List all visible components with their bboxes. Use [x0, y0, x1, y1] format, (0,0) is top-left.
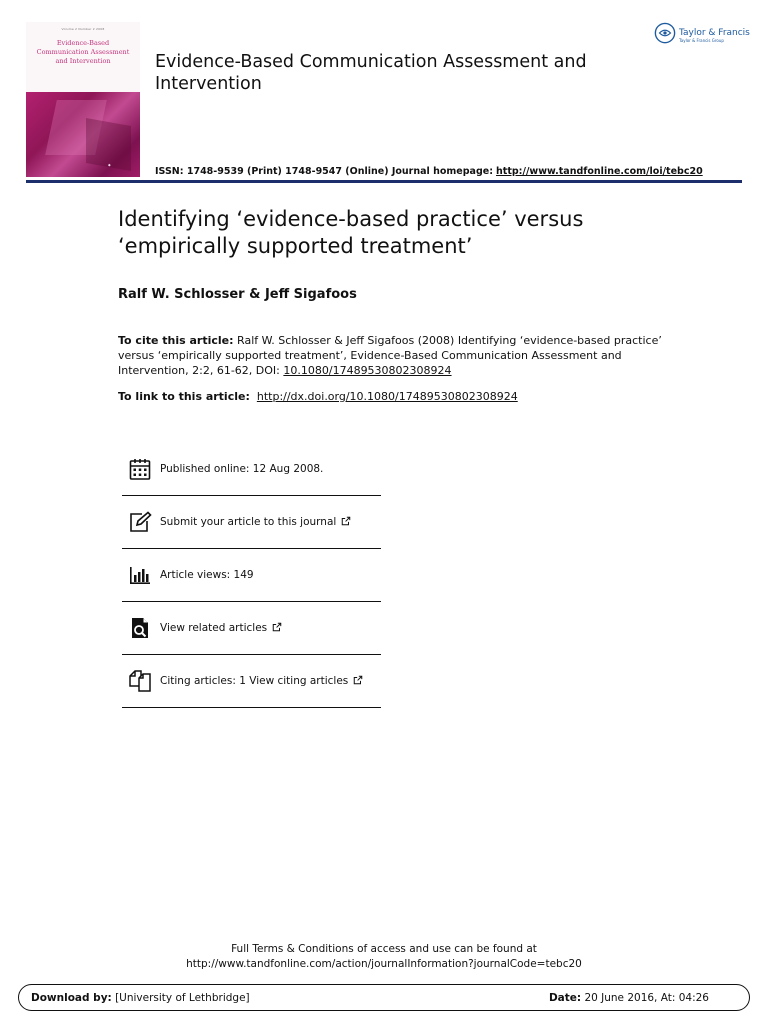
- publisher-logo[interactable]: [654, 22, 750, 48]
- download-date: [549, 992, 709, 1004]
- bar-chart-icon: [127, 562, 153, 588]
- terms-notice: [0, 942, 768, 972]
- submit-article-link[interactable]: [160, 516, 351, 529]
- related-articles-text: View related articles: [160, 621, 268, 634]
- date-label: Date:: [548, 991, 582, 1004]
- date-value: 20 June 2016, At: 04:26: [584, 991, 709, 1004]
- external-link-icon: [272, 622, 282, 635]
- cover-publisher-logo: ◆: [108, 163, 111, 167]
- cover-top: [26, 22, 140, 92]
- article-doi-link[interactable]: http://dx.doi.org/10.1080/17489530802308924: [256, 390, 518, 403]
- header-divider: [26, 180, 742, 183]
- info-row-citing-articles[interactable]: [122, 655, 381, 708]
- citing-articles-link[interactable]: [160, 675, 363, 688]
- article-info-list: [122, 443, 381, 708]
- cite-text: Ralf W. Schlosser & Jeff Sigafoos (2008) Identifying ‘evidence-based practice’ versus ‘empirically supported treatment’, Evidence-Based Communication Assessment and Intervention, 2:2, 61-62, DOI:: [118, 334, 662, 377]
- cover-title-line: Communication Assessment: [36, 48, 130, 56]
- citing-articles-text: Citing articles: 1 View citing articles: [160, 674, 349, 687]
- cover-title-line: Evidence-Based: [56, 39, 110, 47]
- cover-title: [26, 39, 140, 66]
- article-authors: Ralf W. Schlosser & Jeff Sigafoos: [118, 287, 357, 302]
- journal-homepage-link[interactable]: http://www.tandfonline.com/loi/tebc20: [496, 166, 703, 177]
- external-link-icon: [353, 675, 363, 688]
- cite-label: To cite this article:: [118, 334, 234, 347]
- terms-line: Full Terms & Conditions of access and use can be found at: [231, 943, 537, 955]
- terms-url[interactable]: http://www.tandfonline.com/action/journalInformation?journalCode=tebc20: [186, 958, 582, 970]
- article-link: [118, 389, 518, 404]
- article-views-text: Article views: 149: [160, 569, 254, 581]
- download-info-bar: [18, 984, 750, 1011]
- taylor-francis-logo-icon: [654, 22, 676, 48]
- article-title: Identifying ‘evidence-based practice’ versus ‘empirically supported treatment’: [118, 207, 584, 258]
- journal-cover: [26, 22, 140, 177]
- external-link-icon: [341, 516, 351, 529]
- download-value: [University of Lethbridge]: [115, 991, 250, 1004]
- related-articles-link[interactable]: [160, 622, 282, 635]
- cite-doi-link[interactable]: 10.1080/17489530802308924: [283, 364, 452, 377]
- calendar-icon: [127, 456, 153, 482]
- issn-line: [155, 166, 703, 177]
- documents-icon: [127, 668, 153, 694]
- info-row-related-articles[interactable]: [122, 602, 381, 655]
- citation: [118, 333, 678, 378]
- cover-title-line: and Intervention: [55, 57, 111, 65]
- info-row-article-views: [122, 549, 381, 602]
- edit-icon: [127, 509, 153, 535]
- download-label: Download by:: [31, 991, 112, 1004]
- link-label: To link to this article:: [118, 390, 250, 403]
- search-document-icon: [127, 615, 153, 641]
- cover-artwork: [26, 92, 140, 177]
- download-by: [31, 992, 250, 1004]
- cover-issue-line: Volume 2 Number 2 2008: [61, 27, 105, 31]
- journal-title: Evidence-Based Communication Assessment and Intervention: [155, 52, 587, 94]
- info-row-submit-article[interactable]: [122, 496, 381, 549]
- submit-article-text: Submit your article to this journal: [160, 515, 337, 528]
- publisher-name: Taylor & Francis: [679, 27, 750, 38]
- published-online-text: Published online: 12 Aug 2008.: [160, 463, 324, 475]
- issn-label: ISSN: 1748-9539 (Print) 1748-9547 (Online) Journal homepage:: [155, 166, 493, 177]
- info-row-published-online: [122, 443, 381, 496]
- publisher-sub: Taylor & Francis Group: [679, 37, 724, 43]
